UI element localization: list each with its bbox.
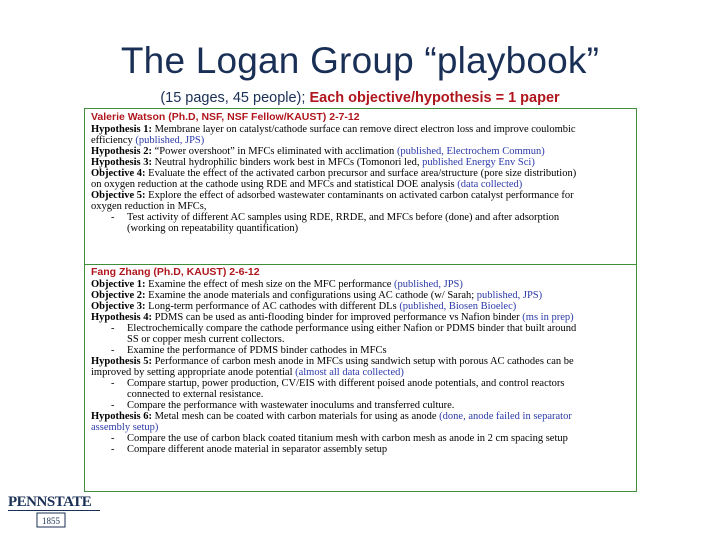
logo-rule	[8, 510, 100, 511]
objective-line	[91, 201, 632, 212]
item-label: Hypothesis 3:	[91, 157, 152, 168]
svg-text:1855: 1855	[42, 516, 60, 526]
status-note: (published, JPS)	[394, 279, 463, 290]
item-text: Examine the effect of mesh size on the MFC performance	[145, 279, 395, 290]
logo-wordmark: PENNSTATE	[8, 494, 92, 510]
objective-line	[91, 135, 632, 146]
item-label: Hypothesis 2:	[91, 146, 152, 157]
item-text: Metal mesh can be coated with carbon materials for using as anode	[151, 411, 440, 422]
pennstate-logo	[8, 494, 100, 532]
item-text: Neutral hydrophilic binders work best in MFCs (Tomonori led,	[151, 157, 423, 168]
bullet-marker: -	[111, 378, 115, 389]
item-text: Membrane layer on catalyst/cathode surface can remove direct electron loss and improve coulombic	[151, 124, 576, 135]
item-label: Objective 4:	[91, 168, 146, 179]
item-text: efficiency	[91, 135, 136, 146]
item-text: Test activity of different AC samples using RDE, RRDE, and MFCs before (done) and after adsorption	[127, 212, 560, 223]
section-valerie-watson	[91, 111, 632, 263]
item-text: Compare startup, power production, CV/EIS with different poised anode potentials, and control reactors	[127, 378, 565, 389]
person-heading: Valerie Watson (Ph.D, NSF, NSF Fellow/KAUST) 2-7-12	[91, 111, 360, 123]
item-text: connected to external resistance.	[127, 389, 264, 400]
item-text: improved by setting appropriate anode potential	[91, 367, 296, 378]
item-text: Examine the performance of PDMS binder cathodes in MFCs	[127, 345, 387, 356]
item-text: Compare the performance with wastewater inoculums and transferred culture.	[127, 400, 455, 411]
status-note: published Energy Env Sci)	[422, 157, 535, 168]
item-text: Examine the anode materials and configurations using AC cathode (w/ Sarah;	[145, 290, 477, 301]
item-text: SS or copper mesh current collectors.	[127, 334, 285, 345]
section-fang-zhang	[91, 266, 632, 490]
sub-item	[91, 444, 632, 455]
item-text: Compare the use of carbon black coated titanium mesh with carbon mesh as anode in 2 cm spacing setup	[127, 433, 568, 444]
status-note: (data collected)	[457, 179, 523, 190]
bullet-marker: -	[111, 212, 115, 223]
item-text: Performance of carbon mesh anode in MFCs using sandwich setup with porous AC cathodes can be	[151, 356, 574, 367]
person-heading: Fang Zhang (Ph.D, KAUST) 2-6-12	[91, 266, 260, 278]
playbook-excerpt-box	[84, 108, 637, 492]
status-note: published, JPS)	[476, 290, 543, 301]
objective-line	[91, 146, 632, 157]
bullet-marker: -	[111, 400, 115, 411]
sub-item	[91, 433, 632, 444]
pennstate-seal-icon	[36, 512, 66, 528]
objective-line	[91, 411, 632, 422]
objective-line	[91, 168, 632, 179]
item-label: Hypothesis 4:	[91, 312, 152, 323]
status-note: (ms in prep)	[522, 312, 574, 323]
bullet-marker: -	[111, 433, 115, 444]
sub-item	[91, 389, 632, 400]
sub-item	[91, 212, 632, 223]
item-text: (working on repeatability quantification)	[127, 223, 299, 234]
objective-line	[91, 422, 632, 433]
bullet-marker: -	[111, 323, 115, 334]
objective-line	[91, 157, 632, 168]
subtitle-emphasis: Each objective/hypothesis = 1 paper	[309, 90, 560, 106]
objective-line	[91, 356, 632, 367]
item-label: Hypothesis 6:	[91, 411, 152, 422]
item-label: Hypothesis 1:	[91, 124, 152, 135]
bullet-marker: -	[111, 444, 115, 455]
slide-subtitle	[0, 90, 720, 106]
item-text: on oxygen reduction at the cathode using RDE and MFCs and statistical DOE analysis	[91, 179, 458, 190]
item-label: Hypothesis 5:	[91, 356, 152, 367]
status-note: (done, anode failed in separator	[439, 411, 572, 422]
item-text: Explore the effect of adsorbed wastewater contaminants on activated carbon catalyst performance for	[145, 190, 574, 201]
objective-line	[91, 301, 632, 312]
slide-title: The Logan Group “playbook”	[120, 40, 600, 81]
item-text: “Power overshoot” in MFCs eliminated with acclimation	[151, 146, 397, 157]
item-label: Objective 1:	[91, 279, 146, 290]
status-note: (published, Biosen Bioelec)	[399, 301, 517, 312]
item-text: Evaluate the effect of the activated carbon precursor and surface area/structure (pore size distribution)	[145, 168, 577, 179]
bullet-marker: -	[111, 345, 115, 356]
objective-line	[91, 190, 632, 201]
status-note: (almost all data collected)	[295, 367, 404, 378]
subtitle-normal: (15 pages, 45 people);	[160, 90, 310, 106]
objective-line	[91, 312, 632, 323]
sub-item	[91, 334, 632, 345]
objective-line	[91, 367, 632, 378]
sub-item	[91, 323, 632, 334]
item-label: Objective 2:	[91, 290, 146, 301]
section-divider	[85, 264, 636, 265]
objective-line	[91, 124, 632, 135]
sub-item	[91, 223, 632, 234]
objective-line	[91, 290, 632, 301]
sub-item	[91, 345, 632, 356]
item-text: Long-term performance of AC cathodes with different DLs	[145, 301, 400, 312]
objective-line	[91, 179, 632, 190]
sub-item	[91, 400, 632, 411]
item-text: PDMS can be used as anti-flooding binder for improved performance vs Nafion binder	[151, 312, 523, 323]
status-note: (published, Electrochem Commun)	[396, 146, 545, 157]
item-text: oxygen reduction in MFCs,	[91, 201, 207, 212]
status-note: (published, JPS)	[135, 135, 205, 146]
item-label: Objective 5:	[91, 190, 146, 201]
sub-item	[91, 378, 632, 389]
item-label: Objective 3:	[91, 301, 146, 312]
status-note: assembly setup)	[91, 422, 159, 433]
item-text: Electrochemically compare the cathode performance using either Nafion or PDMS binder that built around	[127, 323, 577, 334]
objective-line	[91, 279, 632, 290]
item-text: Compare different anode material in separator assembly setup	[127, 444, 388, 455]
